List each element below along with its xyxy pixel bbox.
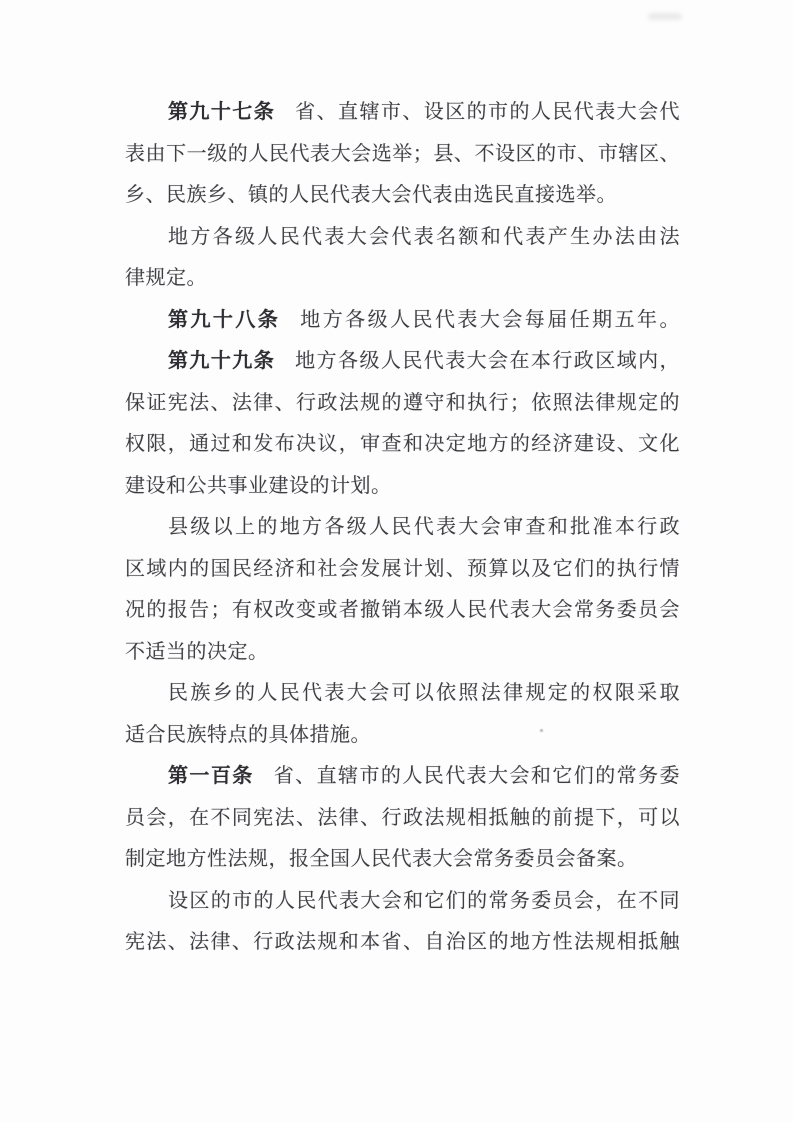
line-text: 保证宪法、法律、行政法规的遵守和执行；依照法律规定的 xyxy=(125,391,680,414)
line-text: 省、直辖市、设区的市的人民代表大会代 xyxy=(295,101,680,123)
text-line xyxy=(125,798,680,840)
text-line xyxy=(125,341,680,383)
text-line xyxy=(125,839,680,881)
line-text: 县级以上的地方各级人民代表大会审查和批准本行政 xyxy=(168,516,680,538)
text-line xyxy=(125,134,680,176)
line-text: 民族乡的人民代表大会可以依照法律规定的权限采取 xyxy=(168,682,680,704)
scan-smudge xyxy=(648,13,682,20)
text-line xyxy=(125,175,680,217)
line-text: 省、直辖市的人民代表大会和它们的常务委 xyxy=(273,765,680,787)
text-line xyxy=(125,756,680,798)
line-text: 律规定。 xyxy=(125,267,207,289)
text-line xyxy=(125,258,680,300)
line-text: 况的报告；有权改变或者撤销本级人民代表大会常务委员会 xyxy=(125,599,680,621)
line-text: 表由下一级的人民代表大会选举；县、不设区的市、市辖区、 xyxy=(125,142,680,165)
line-text: 地方各级人民代表大会代表名额和代表产生办法由法 xyxy=(168,225,680,248)
text-line xyxy=(125,466,680,508)
text-line xyxy=(125,217,680,259)
line-text: 设区的市的人民代表大会和它们的常务委员会，在不同 xyxy=(168,889,680,912)
line-text: 地方各级人民代表大会每届任期五年。 xyxy=(300,308,680,331)
article-number: 第九十九条 xyxy=(168,350,276,372)
text-line xyxy=(125,300,680,342)
article-number: 第九十八条 xyxy=(168,308,281,331)
text-line xyxy=(125,881,680,923)
article-number: 第一百条 xyxy=(168,765,254,787)
document-lines xyxy=(125,92,680,964)
text-line xyxy=(125,549,680,591)
text-line xyxy=(125,424,680,466)
text-line xyxy=(125,632,680,674)
line-text: 地方各级人民代表大会在本行政区域内， xyxy=(295,350,680,372)
line-text: 乡、民族乡、镇的人民代表大会代表由选民直接选举。 xyxy=(125,184,617,206)
line-text: 建设和公共事业建设的计划。 xyxy=(125,474,392,497)
line-text: 区域内的国民经济和社会发展计划、预算以及它们的执行情 xyxy=(125,557,680,580)
text-line xyxy=(125,383,680,425)
line-text: 不适当的决定。 xyxy=(125,640,269,663)
text-line xyxy=(125,715,680,757)
text-line xyxy=(125,92,680,134)
text-line xyxy=(125,590,680,632)
line-text: 适合民族特点的具体措施。 xyxy=(125,723,371,746)
text-line xyxy=(125,673,680,715)
line-text: 员会，在不同宪法、法律、行政法规相抵触的前提下，可以 xyxy=(125,806,680,829)
text-line xyxy=(125,922,680,964)
line-text: 宪法、法律、行政法规和本省、自治区的地方性法规相抵触 xyxy=(125,931,680,953)
line-text: 权限，通过和发布决议，审查和决定地方的经济建设、文化 xyxy=(125,433,680,455)
line-text: 制定地方性法规，报全国人民代表大会常务委员会备案。 xyxy=(125,848,638,870)
text-line xyxy=(125,507,680,549)
article-number: 第九十七条 xyxy=(168,101,276,123)
